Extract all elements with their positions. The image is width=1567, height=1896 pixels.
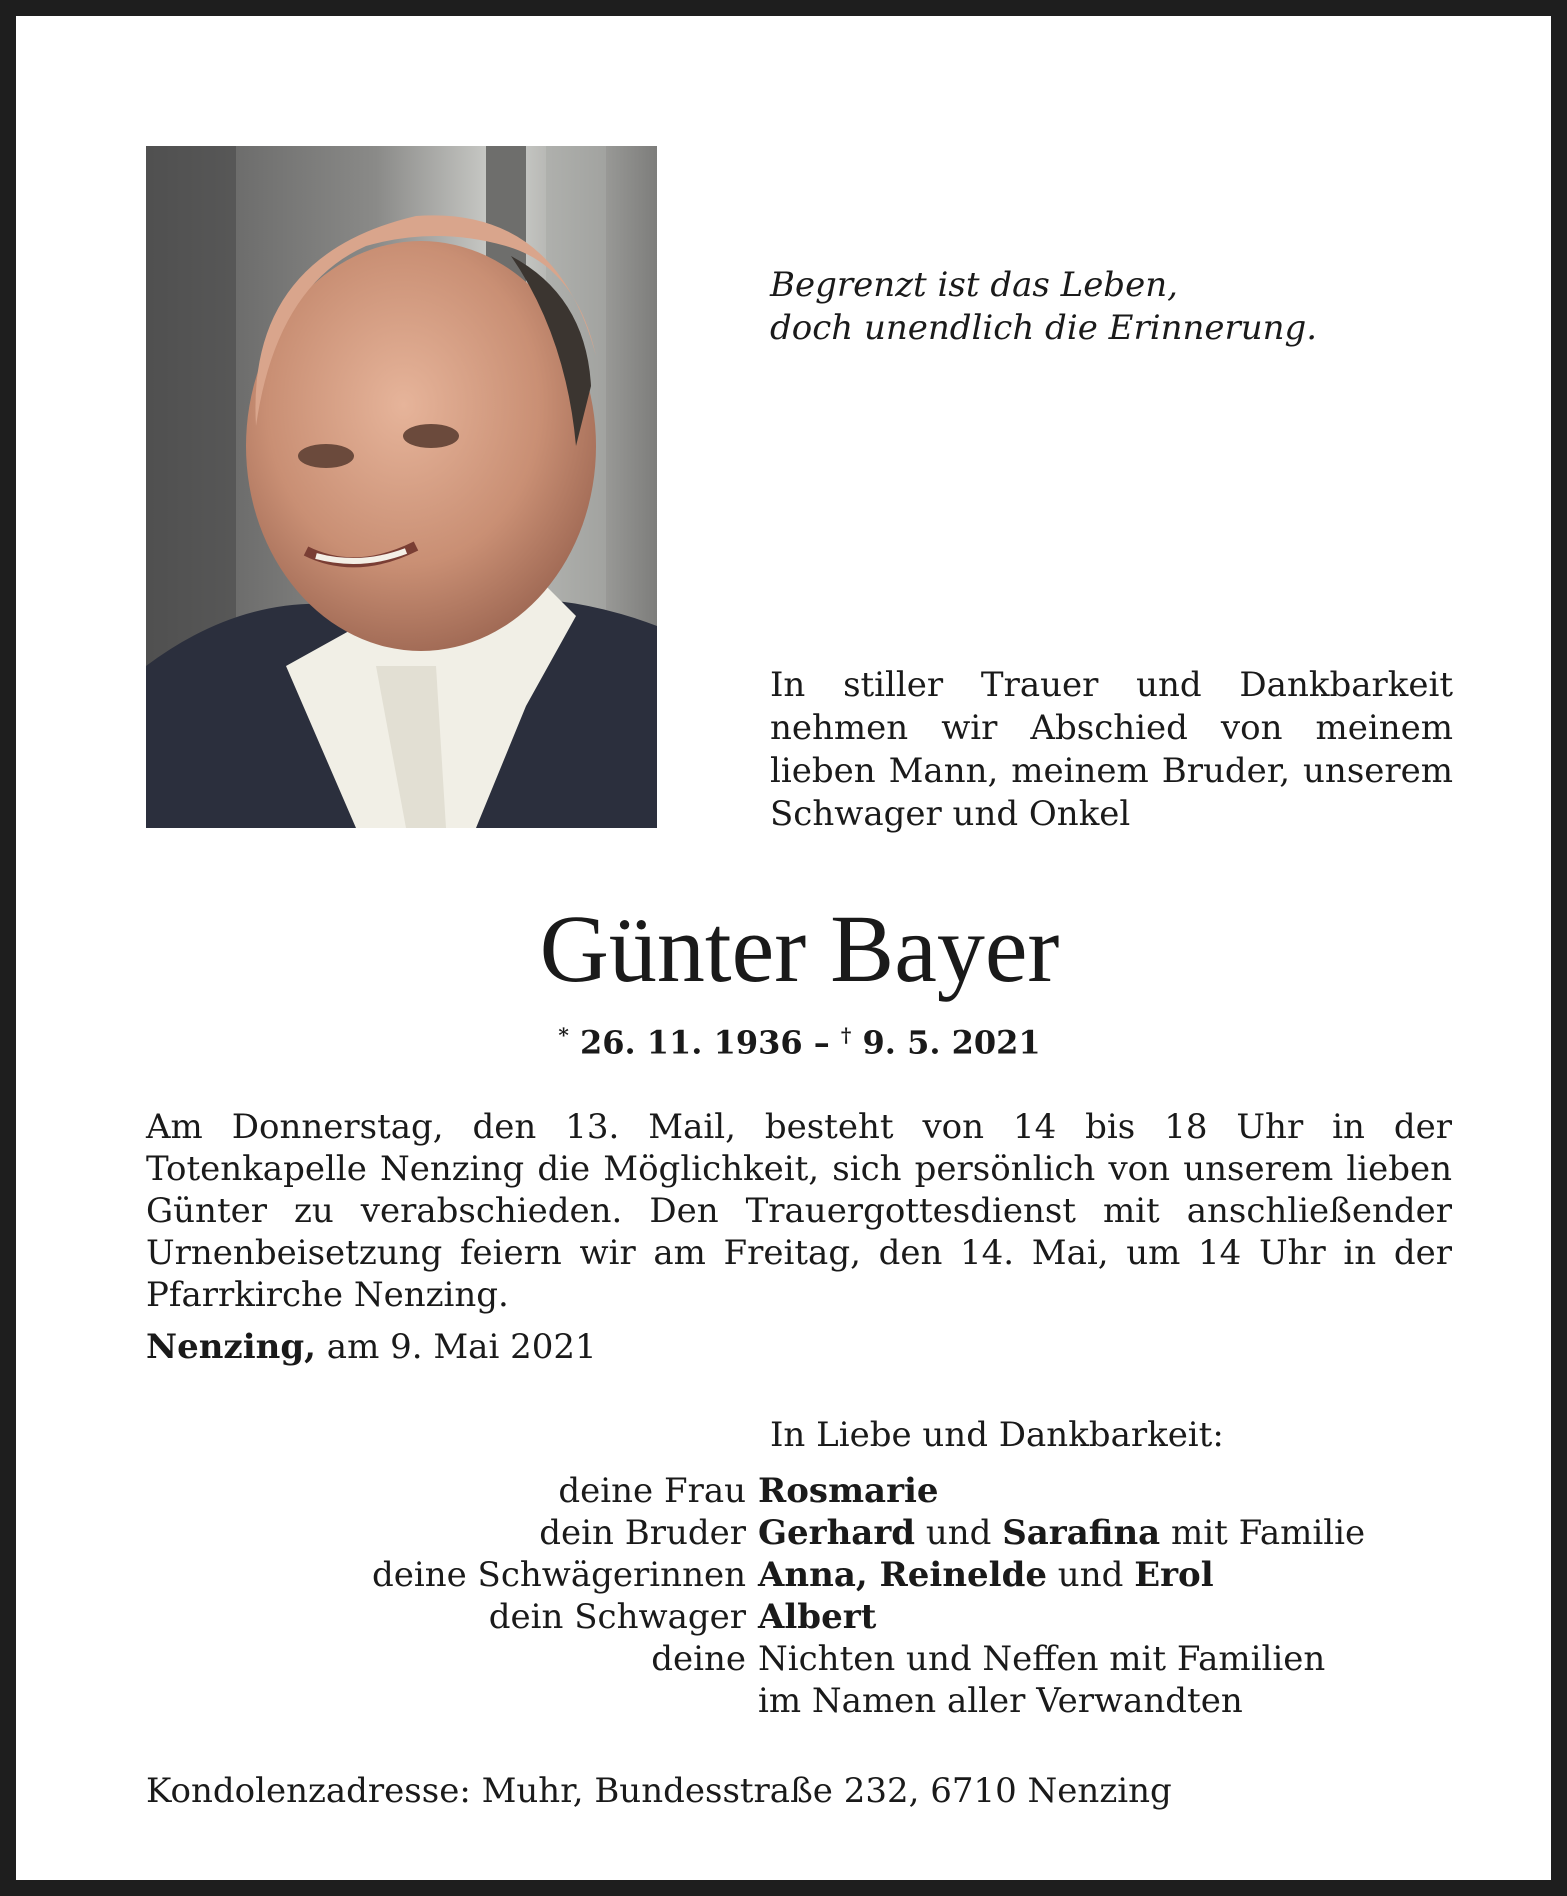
birth-symbol: * [558,1023,569,1047]
family-relation: dein Schwager [488,1597,746,1637]
family-connector: Nichten und Neffen mit Familien [758,1639,1326,1679]
family-connector: mit Familie [1160,1513,1366,1553]
quote-line-1: Begrenzt ist das Leben, [770,265,1178,305]
family-connector: im Namen aller Verwandten [758,1681,1243,1721]
family-connector: und [915,1513,1003,1553]
deceased-name: Günter Bayer [539,895,1060,1002]
family-row [146,1470,1466,1512]
family-row [146,1554,1466,1596]
date-separator: – [813,1023,830,1062]
family-name: Sarafina [1002,1513,1161,1553]
place: Nenzing, [146,1327,316,1367]
family-row [146,1638,1466,1680]
birth-date: 26. 11. 1936 [579,1023,803,1062]
family-relation: dein Bruder [539,1513,746,1553]
family-list [146,1470,1466,1722]
family-names [758,1512,1466,1554]
death-symbol: † [840,1023,852,1047]
family-name: Gerhard [758,1513,916,1553]
death-date: 9. 5. 2021 [862,1023,1041,1062]
portrait-photo [146,146,657,828]
family-row [146,1512,1466,1554]
family-names [758,1638,1466,1680]
family-connector: und [1047,1555,1135,1595]
family-relation: deine [651,1639,746,1679]
quote-line-2: doch unendlich die Erinnerung. [770,308,1318,348]
family-names [758,1596,1466,1638]
family-names [758,1554,1466,1596]
intro-text: In stiller Trauer und Dankbarkeit nehmen wir Abschied von meinem lieben Mann, meinem Bruder, unserem Schwager und Onkel [770,665,1453,834]
date: am 9. Mai 2021 [326,1327,597,1367]
family-relation: deine Schwägerinnen [371,1555,746,1595]
quote [770,264,1490,350]
family-relation: deine Frau [558,1471,746,1511]
family-relation [146,1680,758,1722]
family-name: Rosmarie [758,1471,939,1511]
service-details: Am Donnerstag, den 13. Mail, besteht von 14 bis 18 Uhr in der Totenkapelle Nenzing die Möglichkeit, sich persönlich von unserem lieben Günter zu verabschieden. Den Trauergottesdienst mit anschließender Urnenbeisetzung feiern wir am Freitag, den 14. Mai, um 14 Uhr in der Pfarrkirche Nenzing. [146,1107,1452,1315]
place-date [146,1326,1046,1368]
family-names [758,1680,1466,1722]
family-names [758,1470,1466,1512]
family-name: Erol [1134,1555,1214,1595]
family-name: Anna, Reinelde [758,1555,1047,1595]
condolence-address: Kondolenzadresse: Muhr, Bundesstraße 232, 6710 Nenzing [146,1771,1172,1811]
family-row [146,1596,1466,1638]
family-row [146,1680,1466,1722]
life-dates [16,1014,1567,1064]
family-name: Albert [758,1597,877,1637]
sign-heading: In Liebe und Dankbarkeit: [770,1415,1224,1455]
